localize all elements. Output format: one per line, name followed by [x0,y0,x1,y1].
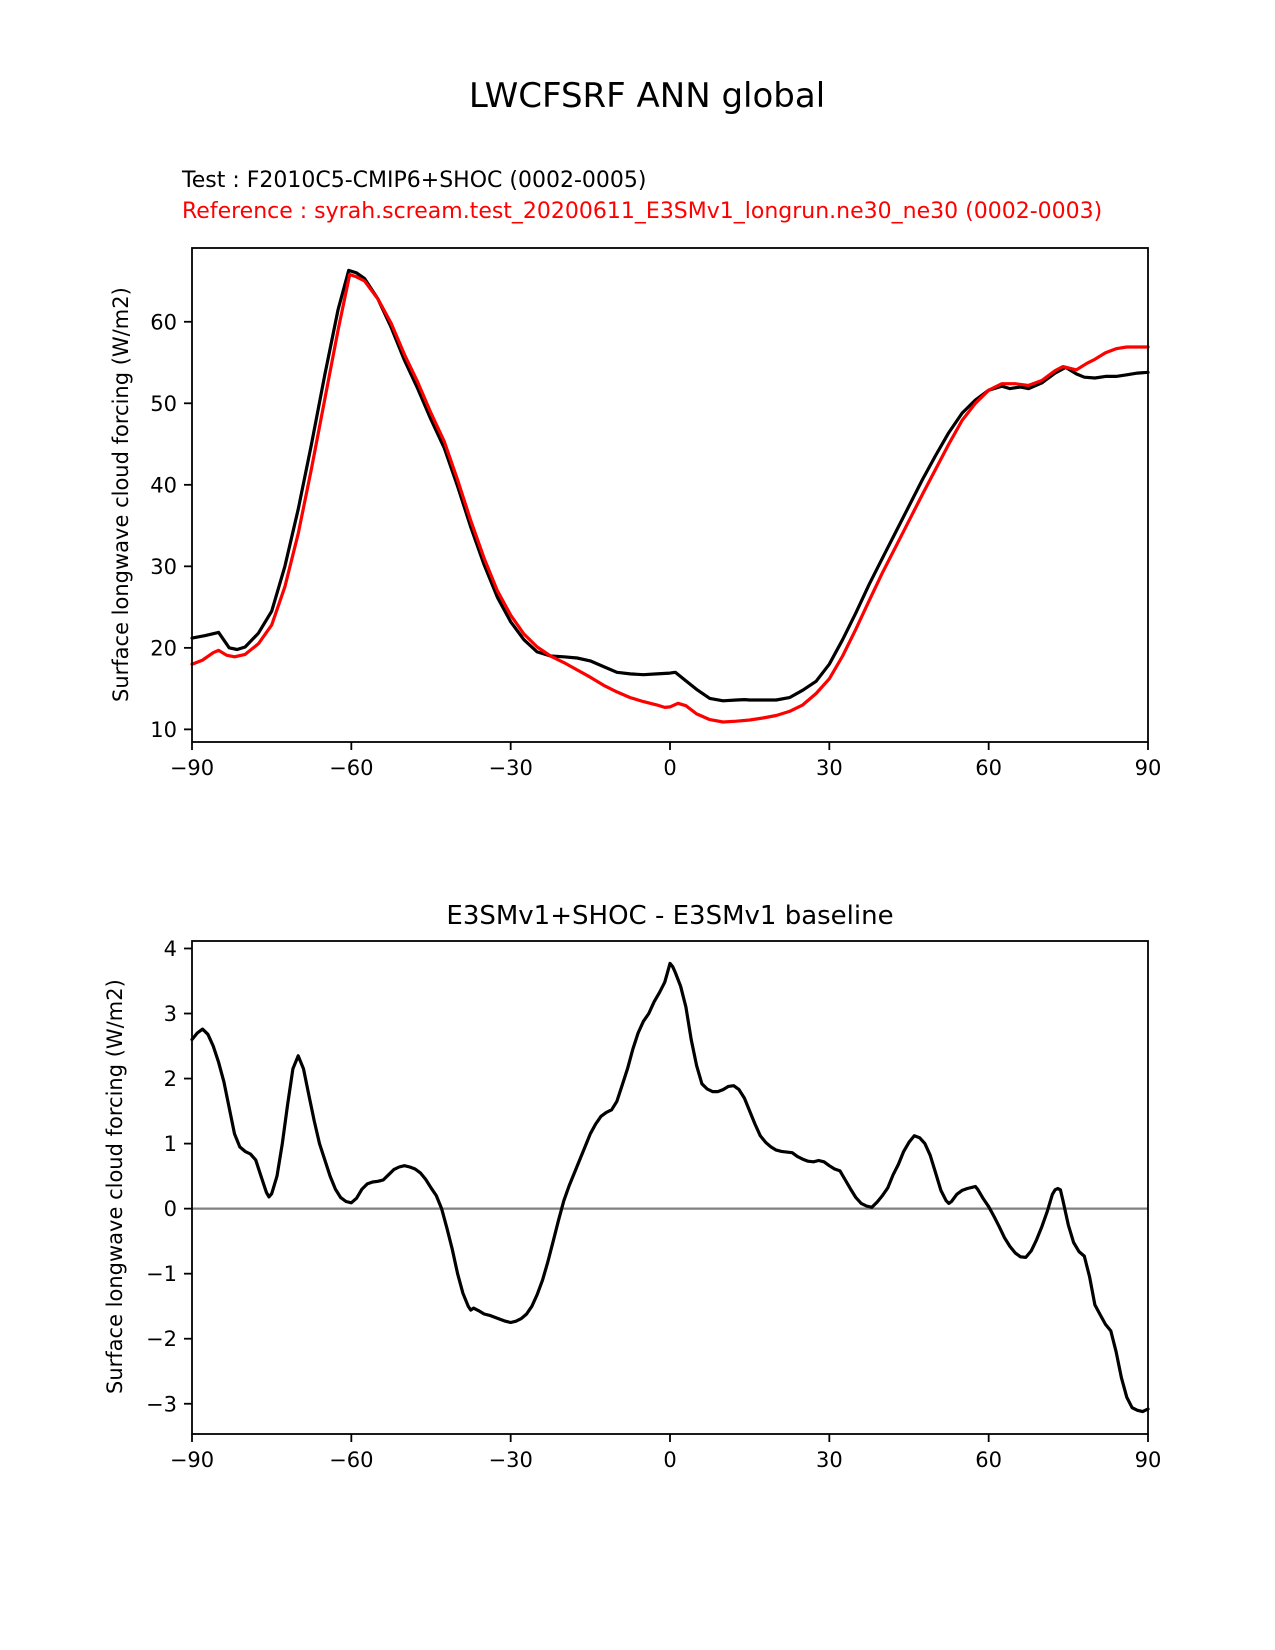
x-tick-label: −60 [329,756,374,780]
diff-chart [146,937,1161,1472]
x-tick-label: 60 [975,1448,1003,1472]
test-curve [192,270,1148,700]
diff-chart-title: E3SMv1+SHOC - E3SMv1 baseline [446,901,894,931]
x-tick-label: 60 [975,756,1003,780]
y-tick-label: 1 [163,1132,177,1157]
y-tick-label: 20 [150,636,177,661]
difference-curve [192,963,1148,1411]
x-tick-label: −60 [329,1448,374,1472]
x-tick-label: 90 [1134,1448,1162,1472]
y-tick-label: 40 [150,473,177,498]
reference-run-label: Reference : syrah.scream.test_20200611_E3SMv1_longrun.ne30_ne30 (0002-0003) [182,199,1103,224]
x-tick-label: −90 [169,1448,215,1472]
x-tick-label: −30 [488,756,533,780]
y-tick-label: −3 [146,1392,177,1417]
y-tick-label: 10 [150,717,177,742]
page-title: LWCFSRF ANN global [468,76,826,116]
x-tick-label: −90 [169,756,215,780]
x-tick-label: 0 [663,756,677,780]
x-tick-label: 30 [815,756,843,780]
y-tick-label: −1 [146,1262,177,1287]
x-tick-label: 0 [663,1448,677,1472]
top-chart-y-axis-label: Surface longwave cloud forcing (W/m2) [109,287,133,703]
reference-curve [192,275,1148,723]
x-tick-label: 90 [1134,756,1162,780]
y-tick-label: 60 [150,310,177,335]
y-tick-label: 3 [163,1002,177,1027]
top-chart [150,248,1161,780]
y-tick-label: −2 [146,1327,177,1352]
x-tick-label: −30 [488,1448,533,1472]
test-run-label: Test : F2010C5-CMIP6+SHOC (0002-0005) [182,168,647,193]
y-tick-label: 0 [163,1197,177,1222]
y-tick-label: 2 [163,1067,177,1092]
diff-chart-y-axis-label: Surface longwave cloud forcing (W/m2) [103,979,127,1395]
y-tick-label: 4 [163,936,177,961]
y-tick-label: 50 [150,391,177,416]
x-tick-label: 30 [815,1448,843,1472]
y-tick-label: 30 [150,554,177,579]
